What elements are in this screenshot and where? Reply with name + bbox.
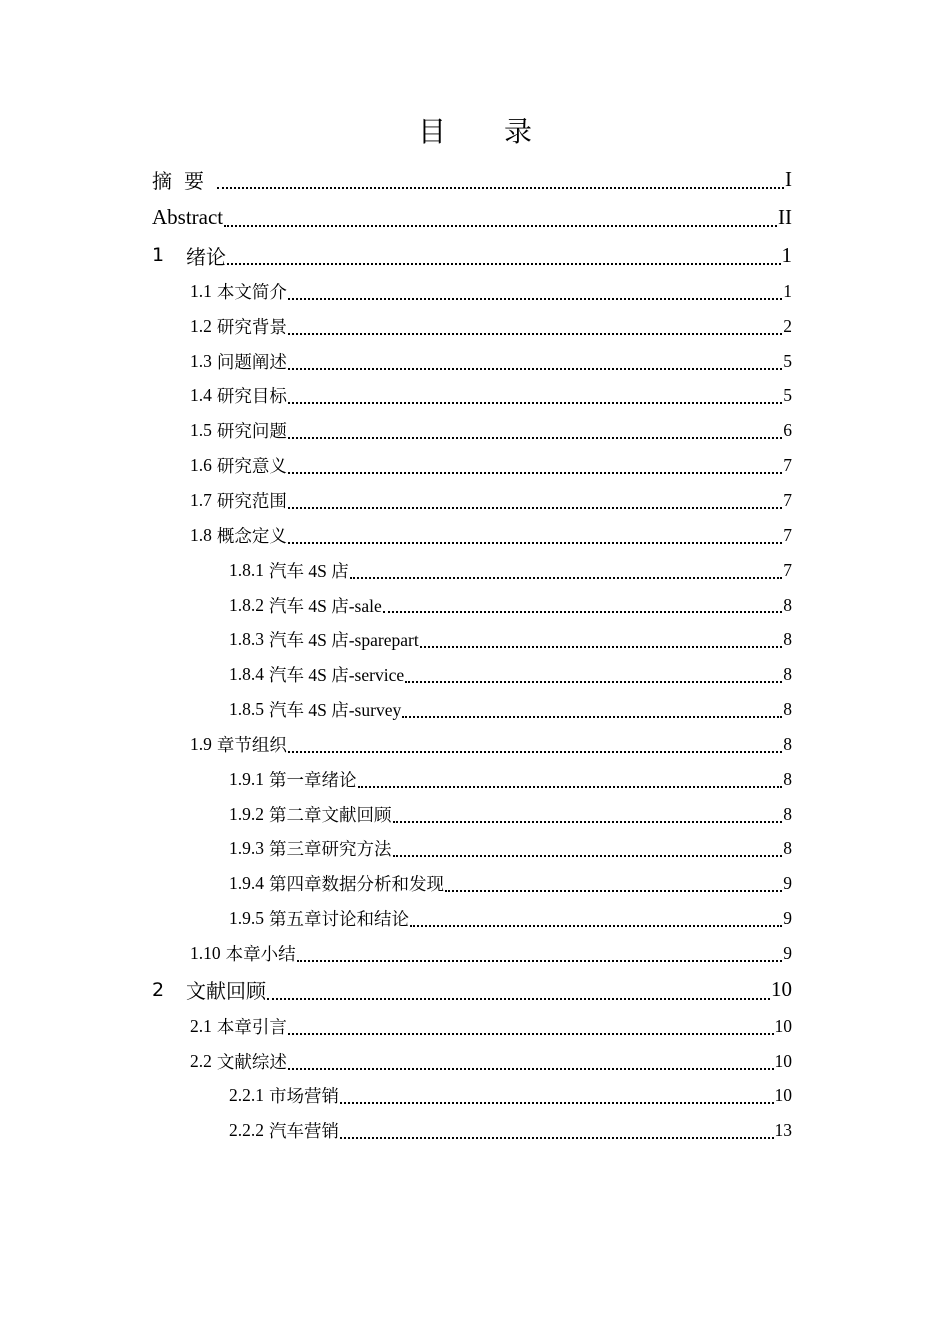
dot-leader [297, 959, 783, 962]
toc-entry-page-number: 10 [774, 1050, 792, 1071]
toc-entry-page-number: 2 [783, 315, 792, 336]
toc-entry[interactable] [152, 413, 792, 448]
dot-leader [288, 506, 782, 509]
toc-entry-number: 1.9.5 [229, 908, 264, 929]
dot-leader [288, 367, 782, 370]
dot-leader [217, 186, 784, 189]
toc-entry-number: 2.2.2 [229, 1120, 264, 1141]
toc-entry-number: 1.8.1 [229, 559, 264, 580]
toc-entry-title: 研究目标 [216, 386, 287, 407]
table-of-contents [152, 160, 792, 1148]
toc-entry-title: 第三章研究方法 [269, 839, 392, 860]
toc-entry-title: 绪论 [186, 244, 226, 269]
toc-entry-number: 1.8 [190, 524, 212, 545]
toc-entry[interactable] [152, 971, 792, 1009]
toc-entry-title: 汽车 4S 店-service [269, 665, 405, 686]
toc-entry[interactable] [152, 1044, 792, 1079]
toc-entry-number: 1.10 [190, 942, 221, 963]
toc-entry-page-number: 9 [783, 908, 792, 929]
dot-leader [288, 1067, 774, 1070]
toc-entry-number: 1.9.4 [229, 873, 264, 894]
toc-entry[interactable] [152, 1113, 792, 1148]
toc-entry[interactable] [152, 797, 792, 832]
toc-entry[interactable] [152, 379, 792, 414]
dot-leader [358, 785, 783, 788]
toc-entry-page-number: 9 [783, 942, 792, 963]
toc-entry-title: 文献综述 [216, 1051, 287, 1072]
toc-entry-title: 汽车 4S 店-survey [269, 700, 402, 721]
toc-entry-title: 本章引言 [216, 1016, 287, 1037]
toc-entry-page-number: 9 [783, 873, 792, 894]
toc-entry-title: 问题阐述 [216, 351, 287, 372]
toc-entry-title: 摘要 [152, 168, 216, 193]
toc-entry-number: 2.2.1 [229, 1085, 264, 1106]
toc-entry-number: 1.1 [190, 280, 212, 301]
toc-entry-number: 1.6 [190, 455, 212, 476]
toc-entry-page-number: 10 [771, 977, 792, 1002]
page-title [0, 112, 950, 152]
toc-entry[interactable] [152, 448, 792, 483]
dot-leader [288, 471, 782, 474]
toc-entry-title: 章节组织 [216, 734, 287, 755]
toc-entry-title: 研究意义 [216, 456, 287, 477]
dot-leader [288, 332, 782, 335]
toc-entry-title: 研究背景 [216, 316, 287, 337]
toc-entry-title: 第四章数据分析和发现 [269, 874, 444, 895]
toc-entry-number: 1.3 [190, 350, 212, 371]
dot-leader [340, 1136, 774, 1139]
toc-entry-page-number: 7 [783, 559, 792, 580]
dot-leader [393, 820, 783, 823]
toc-entry-number: 1.5 [190, 420, 212, 441]
dot-leader [340, 1101, 774, 1104]
dot-leader [393, 854, 783, 857]
toc-entry[interactable] [152, 866, 792, 901]
toc-entry[interactable] [152, 762, 792, 797]
toc-entry-title: 第五章讨论和结论 [269, 909, 409, 930]
toc-entry-page-number: 8 [783, 803, 792, 824]
toc-entry-page-number: 6 [783, 420, 792, 441]
toc-entry-number: 1.9.3 [229, 838, 264, 859]
toc-entry[interactable] [152, 936, 792, 971]
toc-entry-page-number: 1 [783, 280, 792, 301]
toc-entry-title: 第一章绪论 [269, 769, 357, 790]
toc-entry-title: 文献回顾 [186, 979, 266, 1004]
toc-entry[interactable] [152, 483, 792, 518]
toc-entry-title: 第二章文献回顾 [269, 804, 392, 825]
toc-entry-page-number: 8 [783, 594, 792, 615]
toc-entry-number: 2.1 [190, 1015, 212, 1036]
toc-entry[interactable] [152, 727, 792, 762]
toc-entry-page-number: 8 [783, 733, 792, 754]
toc-entry[interactable] [152, 657, 792, 692]
dot-leader [420, 645, 783, 648]
toc-entry-page-number: 7 [783, 455, 792, 476]
toc-entry-page-number: 5 [783, 385, 792, 406]
toc-entry-number: 1.8.3 [229, 629, 264, 650]
toc-entry-page-number: 1 [781, 242, 792, 267]
toc-entry-page-number: 8 [783, 629, 792, 650]
toc-entry[interactable] [152, 344, 792, 379]
dot-leader [267, 997, 770, 1000]
toc-entry[interactable] [152, 622, 792, 657]
toc-entry-page-number: II [778, 204, 792, 229]
dot-leader [224, 224, 777, 227]
dot-leader [288, 1032, 774, 1035]
dot-leader [288, 436, 782, 439]
toc-entry[interactable] [152, 274, 792, 309]
toc-entry-number: 1.8.2 [229, 594, 264, 615]
toc-entry[interactable] [152, 236, 792, 274]
toc-entry-page-number: 7 [783, 489, 792, 510]
toc-entry-page-number: 8 [783, 838, 792, 859]
toc-entry-number: 1.9.2 [229, 803, 264, 824]
toc-entry[interactable] [152, 901, 792, 936]
toc-entry-number: 2 [152, 978, 165, 1001]
page-title-char-2: 录 [504, 115, 533, 148]
toc-entry-page-number: 10 [774, 1015, 792, 1036]
toc-entry[interactable] [152, 553, 792, 588]
dot-leader [288, 750, 782, 753]
dot-leader [227, 262, 781, 265]
toc-entry[interactable] [152, 1009, 792, 1044]
toc-entry-page-number: 8 [783, 664, 792, 685]
toc-entry-page-number: 8 [783, 768, 792, 789]
toc-entry-title: 汽车 4S 店-sparepart [269, 630, 419, 651]
toc-entry-title: 研究问题 [216, 421, 287, 442]
toc-entry-page-number: 10 [774, 1085, 792, 1106]
dot-leader [350, 576, 783, 579]
toc-entry[interactable] [152, 160, 792, 198]
toc-entry[interactable] [152, 518, 792, 553]
toc-entry-page-number: 8 [783, 699, 792, 720]
toc-entry-number: 2.2 [190, 1050, 212, 1071]
toc-entry-title: 概念定义 [216, 525, 287, 546]
toc-entry-number: 1.8.4 [229, 664, 264, 685]
dot-leader [402, 715, 782, 718]
page-title-char-1: 目 [417, 115, 446, 148]
dot-leader [383, 610, 782, 613]
toc-entry-title: 研究范围 [216, 490, 287, 511]
toc-entry-page-number: 7 [783, 524, 792, 545]
toc-entry-title: Abstract [152, 204, 224, 229]
dot-leader [405, 680, 782, 683]
toc-entry-title: 本文简介 [216, 281, 287, 302]
toc-entry-page-number: 5 [783, 350, 792, 371]
toc-entry-title: 汽车营销 [269, 1121, 339, 1142]
toc-entry-number: 1.9.1 [229, 768, 264, 789]
toc-entry-title: 汽车 4S 店-sale [269, 595, 382, 616]
toc-entry-number: 1.7 [190, 489, 212, 510]
dot-leader [410, 924, 782, 927]
toc-entry[interactable] [152, 1079, 792, 1114]
toc-entry-title: 市场营销 [269, 1086, 339, 1107]
toc-entry[interactable] [152, 832, 792, 867]
dot-leader [288, 297, 782, 300]
toc-entry-title: 本章小结 [225, 943, 296, 964]
toc-entry-number: 1 [152, 244, 165, 266]
toc-entry-page-number: 13 [774, 1120, 792, 1141]
dot-leader [288, 541, 782, 544]
dot-leader [288, 401, 782, 404]
toc-entry-number: 1.8.5 [229, 699, 264, 720]
toc-entry-number: 1.9 [190, 733, 212, 754]
dot-leader [445, 889, 782, 892]
toc-entry[interactable] [152, 309, 792, 344]
toc-entry-page-number: I [785, 166, 792, 191]
toc-entry[interactable] [152, 198, 792, 236]
toc-entry[interactable] [152, 692, 792, 727]
toc-entry[interactable] [152, 588, 792, 623]
toc-entry-title: 汽车 4S 店 [269, 560, 349, 581]
toc-entry-number: 1.2 [190, 315, 212, 336]
toc-entry-number: 1.4 [190, 385, 212, 406]
